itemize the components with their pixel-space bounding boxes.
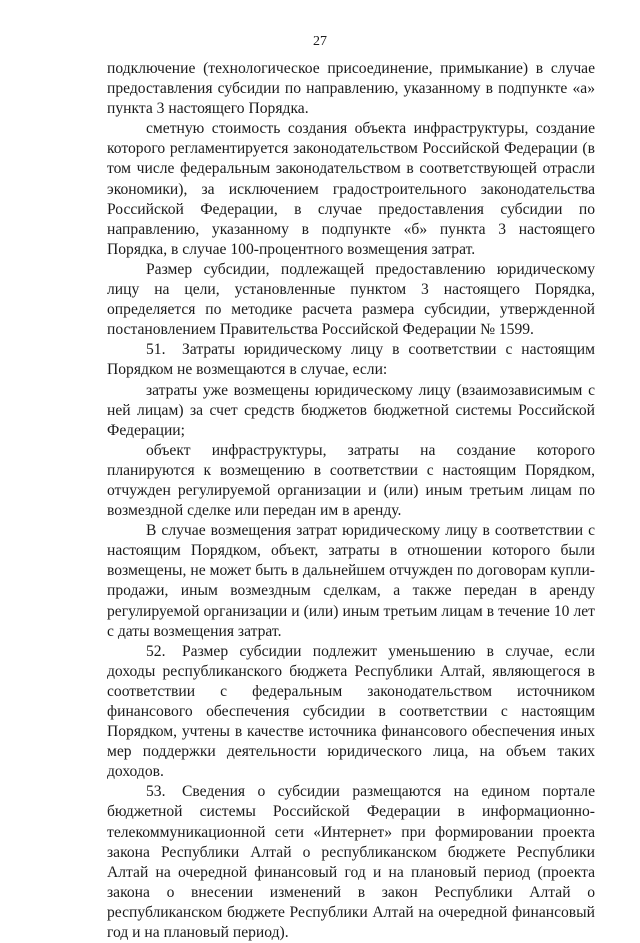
clause-51 bbox=[107, 340, 595, 380]
paragraph-object-alienated bbox=[107, 441, 595, 521]
paragraph-text: Размер субсидии подлежит уменьшению в случае, если доходы республиканского бюджета Республики Алтай, являющегося в соответствии с федеральным законодательством источником финансового обеспечения субсидии в соответствии с настоящим Порядком, учтены в качестве источника финансового обеспечения иных мер поддержки деятельности юридического лица, на объем таких доходов. bbox=[107, 642, 595, 781]
paragraph-continuation bbox=[107, 59, 595, 119]
paragraph-text: объект инфраструктуры, затраты на создание которого планируются к возмещению в соответствии с настоящим Порядком, отчужден регулируемой организации и (или) иным третьим лицам по возмездной сделке или передан им в аренду. bbox=[107, 441, 595, 520]
clause-number: 51. bbox=[146, 341, 166, 359]
paragraph-costs-reimbursed bbox=[107, 381, 595, 441]
page-number: 27 bbox=[313, 34, 327, 49]
paragraph-text: В случае возмещения затрат юридическому лицу в соответствии с настоящим Порядком, объект, затраты в отношении которого были возмещены, не может быть в дальнейшем отчужден по договорам купли-продажи, иным возмездным сделкам, а также передан в аренду регулируемой организации и (или) иным третьим лицам в течение 10 лет с даты возмещения затрат. bbox=[107, 522, 595, 640]
clause-number: 53. bbox=[146, 783, 166, 801]
paragraph-text: затраты уже возмещены юридическому лицу (взаимозависимым с ней лицам) за счет средств бюджетов бюджетной системы Российской Федерации; bbox=[107, 381, 595, 439]
document-body bbox=[107, 59, 595, 943]
paragraph-estimated-cost bbox=[107, 119, 595, 260]
clause-52 bbox=[107, 642, 595, 783]
paragraph-text: сметную стоимость создания объекта инфраструктуры, создание которого регламентируется законодательством Российской Федерации (в том числе федеральным законодательством в соответствующей отрасли экономики), за исключением градостроительного законодательства Российской Федерации, в случае предоставления субсидии по направлению, указанному в подпункте «б» пункта 3 настоящего Порядка, в случае 100-процентного возмещения затрат. bbox=[107, 120, 595, 258]
paragraph-reimbursement-restriction bbox=[107, 521, 595, 642]
clause-number: 52. bbox=[146, 642, 166, 660]
paragraph-text: Сведения о субсидии размещаются на едином портале бюджетной системы Российской Федерации в информационно-телекоммуникационной сети «Интернет» при формировании проекта закона Республики Алтай о республиканском бюджете Республики Алтай на очередной финансовый год и на плановый период (проекта закона о внесении изменений в закон Республики Алтай о республиканском бюджете Республики Алтай на очередной финансовый год и на плановый период). bbox=[107, 783, 595, 942]
paragraph-text: подключение (технологическое присоединение, примыкание) в случае предоставления субсидии по направлению, указанному в подпункте «а» пункта 3 настоящего Порядка. bbox=[107, 60, 595, 118]
paragraph-subsidy-size bbox=[107, 260, 595, 340]
paragraph-text: Затраты юридическому лицу в соответствии с настоящим Порядком не возмещаются в случае, если: bbox=[107, 341, 595, 379]
clause-53 bbox=[107, 782, 595, 943]
paragraph-text: Размер субсидии, подлежащей предоставлению юридическому лицу на цели, установленные пунктом 3 настоящего Порядка, определяется по методике расчета размера субсидии, утвержденной постановлением Правительства Российской Федерации № 1599. bbox=[107, 260, 595, 339]
